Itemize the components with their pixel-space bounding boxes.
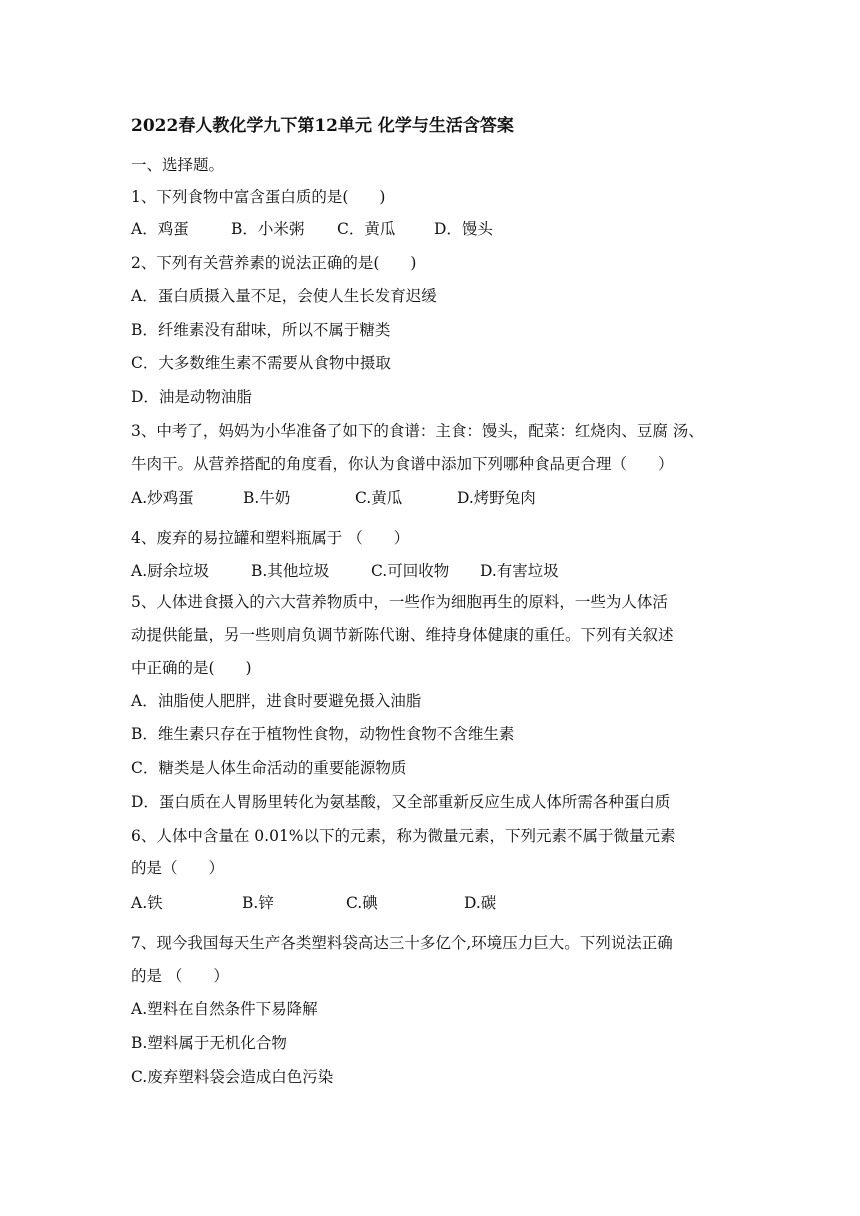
question-3-option-c: C.黄瓜: [355, 489, 403, 507]
question-7-option-c: C.废弃塑料袋会造成白色污染: [131, 1068, 334, 1086]
question-5-stem-line-2: 动提供能量，另一些则肩负调节新陈代谢、维持身体健康的重任。下列有关叙述: [131, 626, 674, 644]
question-2-option-c: C．大多数维生素不需要从食物中摄取: [131, 354, 391, 372]
question-1-option-c: C．黄瓜: [337, 220, 396, 238]
question-1-option-d: D．馒头: [434, 220, 493, 238]
question-4-option-d: D.有害垃圾: [480, 562, 559, 580]
question-4-option-a: A.厨余垃圾: [131, 562, 210, 580]
question-5-stem-line-3: 中正确的是( ): [131, 659, 252, 677]
question-7-stem-line-2: 的是 （ ）: [131, 967, 229, 985]
question-7-option-b: B.塑料属于无机化合物: [131, 1034, 287, 1052]
question-6-stem-line-2: 的是（ ）: [131, 859, 225, 877]
question-4-option-c: C.可回收物: [371, 562, 450, 580]
question-6-option-c: C.碘: [346, 894, 378, 912]
question-7-stem-line-1: 7、现今我国每天生产各类塑料袋高达三十多亿个,环境压力巨大。下列说法正确: [131, 934, 673, 952]
question-6-stem-line-1: 6、人体中含量在 0.01%以下的元素，称为微量元素，下列元素不属于微量元素: [131, 827, 676, 845]
question-6-option-a: A.铁: [131, 894, 163, 912]
question-4-option-b: B.其他垃圾: [251, 562, 330, 580]
question-2-option-d: D．油是动物油脂: [131, 388, 252, 406]
question-3-option-d: D.烤野兔肉: [457, 489, 536, 507]
question-2-option-b: B．纤维素没有甜味，所以不属于糖类: [131, 321, 391, 339]
question-6-option-b: B.锌: [242, 894, 274, 912]
question-5-option-a: A．油脂使人肥胖，进食时要避免摄入油脂: [131, 692, 422, 710]
question-3-option-b: B.牛奶: [243, 489, 291, 507]
question-1-option-a: A．鸡蛋: [131, 220, 189, 238]
question-3-stem-line-2: 牛肉干。从营养搭配的角度看，你认为食谱中添加下列哪种食品更合理（ ）: [131, 455, 674, 473]
question-1-stem: 1、下列食物中富含蛋白质的是( ): [131, 188, 386, 206]
question-6-option-d: D.碳: [464, 894, 497, 912]
question-3-option-a: A.炒鸡蛋: [131, 489, 194, 507]
question-5-option-d: D．蛋白质在人胃肠里转化为氨基酸，又全部重新反应生成人体所需各种蛋白质: [131, 793, 671, 811]
question-7-option-a: A.塑料在自然条件下易降解: [131, 1000, 318, 1018]
question-5-option-c: C．糖类是人体生命活动的重要能源物质: [131, 759, 407, 777]
question-2-option-a: A．蛋白质摄入量不足，会使人生长发育迟缓: [131, 287, 437, 305]
section-heading: 一、选择题。: [131, 156, 225, 174]
question-3-stem-line-1: 3、中考了，妈妈为小华准备了如下的食谱：主食：馒头，配菜：红烧肉、豆腐 汤、: [131, 422, 704, 440]
document-title: 2022春人教化学九下第12单元 化学与生活含答案: [131, 116, 514, 136]
question-4-stem: 4、废弃的易拉罐和塑料瓶属于 （ ）: [131, 529, 410, 547]
question-5-stem-line-1: 5、人体进食摄入的六大营养物质中，一些作为细胞再生的原料，一些为人体活: [131, 593, 668, 611]
question-1-option-b: B．小米粥: [231, 220, 305, 238]
question-2-stem: 2、下列有关营养素的说法正确的是( ): [131, 254, 417, 272]
question-5-option-b: B．维生素只存在于植物性食物，动物性食物不含维生素: [131, 725, 515, 743]
